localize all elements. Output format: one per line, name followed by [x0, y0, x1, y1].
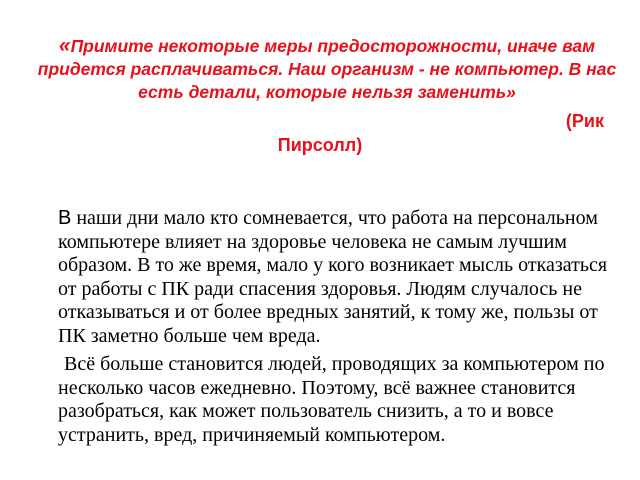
body-paragraph-1: [58, 207, 618, 348]
quote-author-last-name: Пирсолл): [277, 135, 363, 155]
paragraph-2-text: Всё больше становится людей, проводящих за компьютером по несколько часов ежедневно. Поэтому, всё важнее становится разобраться, как может пользователь снизить, а то и вовсе устранить, вред, причиняемый компьютером.: [58, 353, 605, 446]
body-paragraph-2: [58, 353, 618, 447]
paragraph-lead-letter: В: [58, 207, 72, 229]
quote-text: Примите некоторые меры предосторожности, иначе вам придется расплачиваться. Наш организм - не компьютер. В нас есть детали, которые нельзя заменить»: [37, 36, 617, 102]
paragraph-1-text: наши дни мало кто сомневается, что работа на персональном компьютере влияет на здоровье человека не самым лучшим образом. В то же время, мало у кого возникает мысль отказаться от работы с ПК ради спасения здоровья. Людям случалось не отказываться и от более вредных занятий, к тому же, пользы от ПК заметно больше чем вреда.: [58, 207, 608, 347]
epigraph-quote: [32, 34, 622, 104]
quote-author-first-name: (Рик: [565, 111, 604, 131]
quote-open-mark: «: [58, 34, 71, 57]
